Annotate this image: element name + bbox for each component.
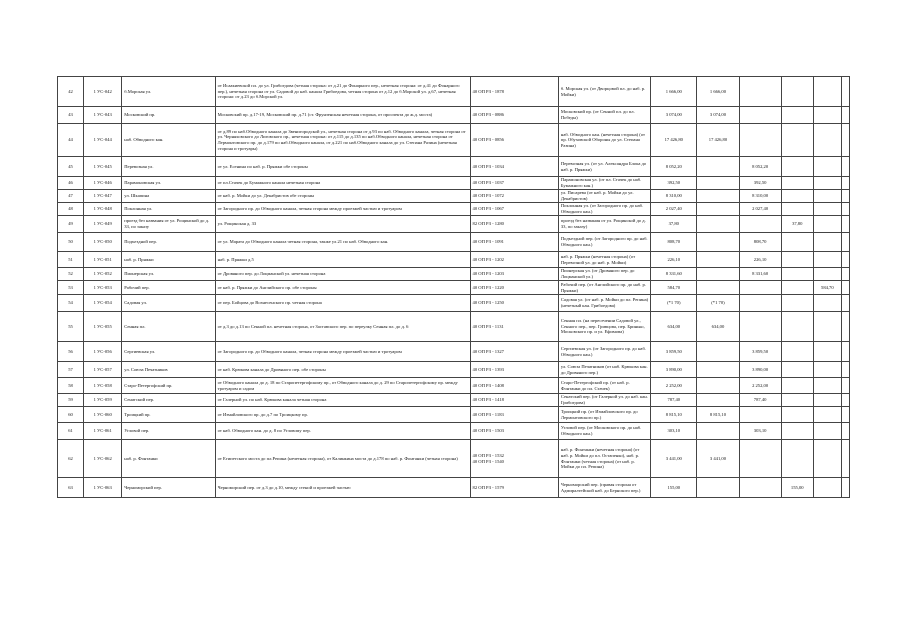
table-row xyxy=(58,407,850,423)
cell-num: 50 xyxy=(58,233,84,252)
cell-v4 xyxy=(781,268,813,281)
cell-v4 xyxy=(781,342,813,362)
cell-v3 xyxy=(739,407,781,423)
cell-v1: (*1 70) xyxy=(651,295,697,312)
cell-v5 xyxy=(813,342,841,362)
cell-v4 xyxy=(781,157,813,177)
cell-range: проезд без названия от ул. Рощинской до д. 33, по заказу) xyxy=(558,216,650,233)
cell-range: Рабочий пер. (от Английского пр. до наб. р. Пряжки) xyxy=(558,281,650,295)
cell-v2 xyxy=(697,378,739,394)
cell-v2 xyxy=(697,362,739,378)
cell-empty xyxy=(841,177,849,190)
cell-code: 1 УС-051 xyxy=(84,252,122,268)
cell-num: 52 xyxy=(58,268,84,281)
cell-name: проезд без названия от ул. Рощинской до д. 33, по заказу xyxy=(122,216,215,233)
cell-location: от пер. Бойцова до Вознесенского пр. четная сторона xyxy=(215,295,470,312)
cell-v1: 303,10 xyxy=(651,423,697,440)
cell-code: 1 УС-060 xyxy=(84,407,122,423)
cell-num: 45 xyxy=(58,157,84,177)
cell-code: 1 УС-045 xyxy=(84,157,122,177)
cell-v2 xyxy=(697,190,739,203)
cell-v2 xyxy=(697,281,739,295)
cell-v5 xyxy=(813,295,841,312)
cell-range: Угловой пер. (от Московского пр. до наб. Обводного кан.) xyxy=(558,423,650,440)
cell-name: Подъездной пер. xyxy=(122,233,215,252)
cell-v1: 2 027,40 xyxy=(651,203,697,216)
cell-empty xyxy=(841,378,849,394)
cell-v5 xyxy=(813,203,841,216)
table-row xyxy=(58,203,850,216)
cell-v5 xyxy=(813,394,841,407)
cell-v2 xyxy=(697,216,739,233)
cell-code: 1 УС-049 xyxy=(84,216,122,233)
cell-empty xyxy=(841,295,849,312)
cell-empty xyxy=(841,107,849,124)
cell-v1: 392,50 xyxy=(651,177,697,190)
cell-name: Сенатский пер. xyxy=(122,394,215,407)
cell-v3: 3 859,50 xyxy=(739,342,781,362)
table-row xyxy=(58,312,850,342)
cell-v1: 808,70 xyxy=(651,233,697,252)
cell-v3 xyxy=(739,107,781,124)
cell-reg: 40 ОП РЗ - 1393 xyxy=(470,362,558,378)
cell-v3 xyxy=(739,124,781,157)
cell-location: от д.89 по наб.Обводного канала до Звенигородской ул., нечетная сторона от д.93 по наб. Обводного канала, четная сторона от ул. Черняховского до Лиговского пр., нечетная сторона: от д.115 до д.135 по наб.Обводного канала, нечетная сторона от Лермонтовского пр. до д.179 по наб.Обводного канала, от д.221 по наб.Обводного канала до ул. Степана Разина (нечетная сторона и тротуары) xyxy=(215,124,470,157)
cell-v3: 2 252,00 xyxy=(739,378,781,394)
cell-range: Черноморский пер. (правая сторона от Адмиралтейской наб. до Бернского пер.) xyxy=(558,478,650,498)
cell-location: от Исаакиевской пл. до ул. Грибоедова (четная сторона: от д.21 до Фонарного пер., нечетная сторона: от д.41 до Фонарного пер.), нечетная сторона от ул. Садовой до наб. канала Грибоедова, четная сторона от д.12 до б.Морской ул. д.67, нечетная сторона: от д.23 до б.Морской ул. xyxy=(215,77,470,107)
table-row xyxy=(58,107,850,124)
cell-num: 44 xyxy=(58,124,84,157)
cell-reg: 82 ОП РЗ - 1280 xyxy=(470,216,558,233)
cell-v4 xyxy=(781,77,813,107)
cell-code: 1 УС-058 xyxy=(84,378,122,394)
cell-v4: 155,00 xyxy=(781,478,813,498)
cell-v2 xyxy=(697,394,739,407)
cell-v1: 8 310,00 xyxy=(651,190,697,203)
cell-v3: 303,10 xyxy=(739,423,781,440)
cell-v4 xyxy=(781,252,813,268)
cell-v5 xyxy=(813,233,841,252)
cell-reg: 40 ОП РЗ - 1067 xyxy=(470,203,558,216)
cell-location: от ул. Есенина по наб. р. Пряжки обе стороны xyxy=(215,157,470,177)
cell-v5 xyxy=(813,312,841,342)
cell-reg: 40 ОП РЗ - 1037 xyxy=(470,177,558,190)
table-row xyxy=(58,177,850,190)
cell-reg: 40 ОП РЗ - 1131 xyxy=(470,312,558,342)
cell-v1: 584,70 xyxy=(651,281,697,295)
cell-v4 xyxy=(781,281,813,295)
table-row xyxy=(58,378,850,394)
cell-location: от Загородного пр. до Обводного канала, четная сторона между проезжей частью и тротуаром xyxy=(215,342,470,362)
cell-code: 1 УС-053 xyxy=(84,281,122,295)
cell-v3: 8 052,20 xyxy=(739,157,781,177)
cell-code: 1 УС-062 xyxy=(84,440,122,478)
cell-reg: 40 ОП РЗ - 1220 xyxy=(470,281,558,295)
cell-v1: 634,00 xyxy=(651,312,697,342)
cell-reg: 40 ОП РЗ - 1034 xyxy=(470,157,558,177)
cell-name: Рабочий пер. xyxy=(122,281,215,295)
cell-v2 xyxy=(697,157,739,177)
cell-v1: 3 441,00 xyxy=(651,440,697,478)
cell-empty xyxy=(841,362,849,378)
cell-v4 xyxy=(781,407,813,423)
cell-v5 xyxy=(813,107,841,124)
table-body xyxy=(58,77,850,498)
cell-v3: 8 331,60 xyxy=(739,268,781,281)
cell-num: 43 xyxy=(58,107,84,124)
cell-v5 xyxy=(813,124,841,157)
cell-code: 1 УС-056 xyxy=(84,342,122,362)
cell-num: 57 xyxy=(58,362,84,378)
cell-range: Парамоновская ул. (от пл. Стачек до наб. Бумажного кан.) xyxy=(558,177,650,190)
cell-name: ул. Шкапина xyxy=(122,190,215,203)
cell-range: ул. Союза Печатников (от наб. Крюкова кан. до Дровяного пер.) xyxy=(558,362,650,378)
cell-v1: 8 815,10 xyxy=(651,407,697,423)
cell-name: Перевозная ул. xyxy=(122,157,215,177)
cell-location: от Египетского моста до пл.Репина (нечетная сторона), от Калинкина моста до д.178 по наб. р. Фонтанки (четная сторона) xyxy=(215,440,470,478)
cell-location: от пл.Стачек до Бумажного канала нечетная сторона xyxy=(215,177,470,190)
cell-range: Сергиевская ул. (от Загородного пр. до наб. Обводного кан.) xyxy=(558,342,650,362)
cell-code: 1 УС-050 xyxy=(84,233,122,252)
cell-v3: 3 890,00 xyxy=(739,362,781,378)
table-row xyxy=(58,362,850,378)
cell-v4 xyxy=(781,312,813,342)
cell-location: от наб. р. Мойки до ул. Декабристов обе стороны xyxy=(215,190,470,203)
cell-v3 xyxy=(739,281,781,295)
cell-range: Поклонная ул. (от Загородного пр. до наб. Обводного кан.) xyxy=(558,203,650,216)
cell-empty xyxy=(841,268,849,281)
cell-v2 xyxy=(697,233,739,252)
cell-empty xyxy=(841,216,849,233)
cell-range: Троицкий пр. (от Измайловского пр. до Лермонтовского пр.) xyxy=(558,407,650,423)
cell-num: 63 xyxy=(58,478,84,498)
table-row xyxy=(58,342,850,362)
cell-empty xyxy=(841,312,849,342)
cell-reg: 40 ОП РЗ - 1327 xyxy=(470,342,558,362)
cell-name: наб. р. Фонтанки xyxy=(122,440,215,478)
cell-v2: 634,00 xyxy=(697,312,739,342)
cell-v2 xyxy=(697,268,739,281)
cell-location: от наб. Обводного кан. до д. 8 по Угловому пер. xyxy=(215,423,470,440)
cell-v1: 3 859,50 xyxy=(651,342,697,362)
cell-empty xyxy=(841,423,849,440)
cell-v5 xyxy=(813,77,841,107)
cell-location: Черноморский пер. от д.3 до д.10, между стеной и проезжей частью xyxy=(215,478,470,498)
cell-name: б.Морская ул. xyxy=(122,77,215,107)
cell-v2: (*1 70) xyxy=(697,295,739,312)
cell-v4 xyxy=(781,394,813,407)
cell-code: 1 УС-059 xyxy=(84,394,122,407)
cell-num: 54 xyxy=(58,295,84,312)
cell-name: Сергиевская ул. xyxy=(122,342,215,362)
cell-range: ул. Писарева (от наб. р. Мойки до ул. Декабристов) xyxy=(558,190,650,203)
cell-location: от Галерной ул. по наб. Крюкова канала четная сторона xyxy=(215,394,470,407)
cell-name: Садовая ул. xyxy=(122,295,215,312)
cell-v3 xyxy=(739,295,781,312)
cell-code: 1 УС-043 xyxy=(84,107,122,124)
cell-v1: 2 252,00 xyxy=(651,378,697,394)
cell-reg: 82 ОП РЗ - 1579 xyxy=(470,478,558,498)
cell-v3 xyxy=(739,216,781,233)
cell-code: 1 УС-052 xyxy=(84,268,122,281)
cell-location: от Измайловского пр. до д.7 по Троицкому пр. xyxy=(215,407,470,423)
cell-v2: 3 441,00 xyxy=(697,440,739,478)
cell-num: 53 xyxy=(58,281,84,295)
cell-range: Перевозная ул. (от ул. Александра Блока до наб. р. Пряжки) xyxy=(558,157,650,177)
cell-num: 60 xyxy=(58,407,84,423)
cell-code: 1 УС-048 xyxy=(84,203,122,216)
cell-empty xyxy=(841,407,849,423)
cell-num: 55 xyxy=(58,312,84,342)
table-row xyxy=(58,440,850,478)
cell-location: наб. р. Пряжки д.5 xyxy=(215,252,470,268)
cell-v1: 226,10 xyxy=(651,252,697,268)
cell-v3: 787,40 xyxy=(739,394,781,407)
cell-v4 xyxy=(781,233,813,252)
cell-empty xyxy=(841,342,849,362)
cell-range: наб. р. Пряжки (нечетная сторона) (от Перевозной ул. до наб. р. Мойки) xyxy=(558,252,650,268)
cell-v1: 8 331,60 xyxy=(651,268,697,281)
cell-v5 xyxy=(813,407,841,423)
table-row xyxy=(58,423,850,440)
data-table xyxy=(57,76,850,498)
cell-num: 47 xyxy=(58,190,84,203)
cell-code: 1 УС-046 xyxy=(84,177,122,190)
cell-v2: 3 074,00 xyxy=(697,107,739,124)
cell-num: 59 xyxy=(58,394,84,407)
cell-v1: 787,40 xyxy=(651,394,697,407)
cell-num: 56 xyxy=(58,342,84,362)
cell-v1: 8 052,20 xyxy=(651,157,697,177)
cell-v3: 392,50 xyxy=(739,177,781,190)
cell-v1: 17 426,80 xyxy=(651,124,697,157)
cell-num: 58 xyxy=(58,378,84,394)
cell-range: Сенатский пер. (от Галерной ул. до наб. кан. Грибоедова) xyxy=(558,394,650,407)
table-row xyxy=(58,252,850,268)
cell-v3 xyxy=(739,478,781,498)
cell-code: 1 УС-054 xyxy=(84,295,122,312)
cell-v2 xyxy=(697,252,739,268)
cell-code: 1 УС-047 xyxy=(84,190,122,203)
cell-range: Пионерская ул. (от Дровяного пер. до Лоцманской ул.) xyxy=(558,268,650,281)
cell-reg: 40 ОП РЗ - 1072 xyxy=(470,190,558,203)
table-row xyxy=(58,190,850,203)
cell-empty xyxy=(841,440,849,478)
cell-v3: 226,10 xyxy=(739,252,781,268)
cell-name: Троицкий пр. xyxy=(122,407,215,423)
cell-name: Парамоновская ул. xyxy=(122,177,215,190)
cell-empty xyxy=(841,233,849,252)
cell-location: от д.3 до д.13 по Сенной пл. нечетная сторона, от Заставского пер. по переулку Сенная пл. до д. 6 xyxy=(215,312,470,342)
cell-empty xyxy=(841,394,849,407)
cell-v4 xyxy=(781,107,813,124)
cell-range: наб. р. Фонтанки (нечетная сторона) (от наб. р. Мойки до пл. Остапенко), наб. р. Фонтанки (четная сторона) (от наб. р. Мойки до пл. Репина) xyxy=(558,440,650,478)
cell-v5 xyxy=(813,216,841,233)
cell-name: Поклонная ул. xyxy=(122,203,215,216)
cell-empty xyxy=(841,252,849,268)
cell-num: 61 xyxy=(58,423,84,440)
cell-v3 xyxy=(739,77,781,107)
cell-v5 xyxy=(813,423,841,440)
cell-reg: 40 ОП РЗ - 1202 xyxy=(470,252,558,268)
cell-name: Старо-Петергофский пр. xyxy=(122,378,215,394)
cell-reg: 40 ОП РЗ - 1183 xyxy=(470,407,558,423)
cell-range: Сенная пл. (на пересечении Садовой ул., Сенного пер., пер. Гривцова, пер. Бринько, Московского пр. и ул. Ефимова) xyxy=(558,312,650,342)
cell-v2: 8 815,10 xyxy=(697,407,739,423)
cell-v1: 3 074,00 xyxy=(651,107,697,124)
table-row xyxy=(58,77,850,107)
table-row xyxy=(58,157,850,177)
cell-name: Черноморский пер. xyxy=(122,478,215,498)
cell-code: 1 УС-042 xyxy=(84,77,122,107)
cell-range: Старо-Петергофский пр. (от наб. р. Фонтанки до пл. Стачек) xyxy=(558,378,650,394)
cell-location: от ул. Марата до Обводного канала четная сторона, также ул.21 по наб. Обводного кан. xyxy=(215,233,470,252)
cell-range: Подъездной пер. (от Загородного пр. до наб. Обводного кан.) xyxy=(558,233,650,252)
cell-v2 xyxy=(697,177,739,190)
cell-name: Московский пр. xyxy=(122,107,215,124)
cell-code: 1 УС-063 xyxy=(84,478,122,498)
cell-v4 xyxy=(781,190,813,203)
cell-reg: 40 ОП РЗ - 1878 xyxy=(470,77,558,107)
cell-v5 xyxy=(813,177,841,190)
cell-location: от наб. р. Пряжки до Английского пр. обе стороны xyxy=(215,281,470,295)
cell-code: 1 УС-057 xyxy=(84,362,122,378)
cell-location: ул. Рощинская д. 33 xyxy=(215,216,470,233)
cell-reg: 40 ОП РЗ - 0886 xyxy=(470,107,558,124)
table-row xyxy=(58,268,850,281)
cell-empty xyxy=(841,77,849,107)
cell-empty xyxy=(841,281,849,295)
cell-v5 xyxy=(813,252,841,268)
cell-num: 51 xyxy=(58,252,84,268)
cell-v5 xyxy=(813,440,841,478)
cell-v5 xyxy=(813,268,841,281)
cell-v2: 17 426,80 xyxy=(697,124,739,157)
cell-v4 xyxy=(781,362,813,378)
cell-reg: 40 ОП РЗ - 1418 xyxy=(470,394,558,407)
cell-empty xyxy=(841,157,849,177)
cell-name: Сенная пл. xyxy=(122,312,215,342)
table-row xyxy=(58,233,850,252)
cell-range: б. Морская ул. (от Дворцовой пл. до наб. р. Мойки) xyxy=(558,77,650,107)
cell-v2 xyxy=(697,342,739,362)
cell-v1: 1 666,00 xyxy=(651,77,697,107)
cell-v5 xyxy=(813,190,841,203)
cell-code: 1 УС-055 xyxy=(84,312,122,342)
cell-location: от наб. Крюкова канала до Дровяного пер. обе стороны xyxy=(215,362,470,378)
cell-v2 xyxy=(697,203,739,216)
cell-v5 xyxy=(813,157,841,177)
cell-reg: 40 ОП РЗ - 1250 xyxy=(470,295,558,312)
cell-name: Пионерская ул. xyxy=(122,268,215,281)
cell-location: от Дровяного пер. до Лоцманской ул. нечетная сторона xyxy=(215,268,470,281)
cell-name: наб. р. Пряжки xyxy=(122,252,215,268)
cell-name: ул. Союза Печатников xyxy=(122,362,215,378)
table-row xyxy=(58,394,850,407)
cell-empty xyxy=(841,190,849,203)
cell-range: Московский пр. (от Сенной пл. до пл. Победы) xyxy=(558,107,650,124)
cell-empty xyxy=(841,203,849,216)
cell-v5 xyxy=(813,362,841,378)
cell-num: 48 xyxy=(58,203,84,216)
cell-num: 42 xyxy=(58,77,84,107)
cell-v3 xyxy=(739,312,781,342)
cell-v3: 808,70 xyxy=(739,233,781,252)
cell-reg: 40 ОП РЗ - 1203 xyxy=(470,268,558,281)
cell-v4 xyxy=(781,440,813,478)
cell-v5: 584,70 xyxy=(813,281,841,295)
cell-v4 xyxy=(781,203,813,216)
cell-v4 xyxy=(781,295,813,312)
cell-reg: 40 ОП РЗ - 1532 40 ОП РЗ - 1540 xyxy=(470,440,558,478)
cell-num: 49 xyxy=(58,216,84,233)
cell-v2 xyxy=(697,423,739,440)
cell-v5 xyxy=(813,478,841,498)
table-row xyxy=(58,281,850,295)
cell-code: 1 УС-044 xyxy=(84,124,122,157)
cell-name: наб. Обводного кан. xyxy=(122,124,215,157)
cell-v4 xyxy=(781,378,813,394)
cell-v5 xyxy=(813,378,841,394)
table-row xyxy=(58,124,850,157)
cell-v1: 3 890,00 xyxy=(651,362,697,378)
cell-v4: 37,80 xyxy=(781,216,813,233)
cell-v3: 8 310,00 xyxy=(739,190,781,203)
cell-v3 xyxy=(739,440,781,478)
cell-reg: 40 ОП РЗ - 0856 xyxy=(470,124,558,157)
cell-location: от Обводного канала до д. 18 по Старопетергофскому пр., от Обводного канала до д. 29 по Старопетергофскому пр. между тротуаром и садом xyxy=(215,378,470,394)
cell-reg: 40 ОП РЗ - 1091 xyxy=(470,233,558,252)
cell-range: наб. Обводного кан. (нечетная сторона) (от пр. Обуховской Обороны до ул. Степана Разина) xyxy=(558,124,650,157)
cell-v4 xyxy=(781,177,813,190)
table-row xyxy=(58,478,850,498)
cell-location: от Загородного пр. до Обводного канала, четная сторона между проезжей частью и тротуаром xyxy=(215,203,470,216)
table-row xyxy=(58,216,850,233)
cell-name: Угловой пер. xyxy=(122,423,215,440)
cell-empty xyxy=(841,124,849,157)
cell-reg: 40 ОП РЗ - 1408 xyxy=(470,378,558,394)
cell-range: Садовая ул. (от наб. р. Мойки до пл. Репина) (нечетный кан. Грибоедова) xyxy=(558,295,650,312)
cell-v4 xyxy=(781,423,813,440)
cell-num: 46 xyxy=(58,177,84,190)
cell-v3: 2 027,40 xyxy=(739,203,781,216)
cell-v2: 1 666,00 xyxy=(697,77,739,107)
cell-num: 62 xyxy=(58,440,84,478)
cell-location: Московский пр. д.17-19, Московский пр. д.71 (ст. Фрунзенская нечетная сторона, от проспекта до ж.д. моста) xyxy=(215,107,470,124)
cell-v2 xyxy=(697,478,739,498)
cell-reg: 40 ОП РЗ - 1503 xyxy=(470,423,558,440)
cell-empty xyxy=(841,478,849,498)
cell-v1: 37,80 xyxy=(651,216,697,233)
cell-code: 1 УС-061 xyxy=(84,423,122,440)
cell-v4 xyxy=(781,124,813,157)
table-row xyxy=(58,295,850,312)
cell-v1: 155,00 xyxy=(651,478,697,498)
